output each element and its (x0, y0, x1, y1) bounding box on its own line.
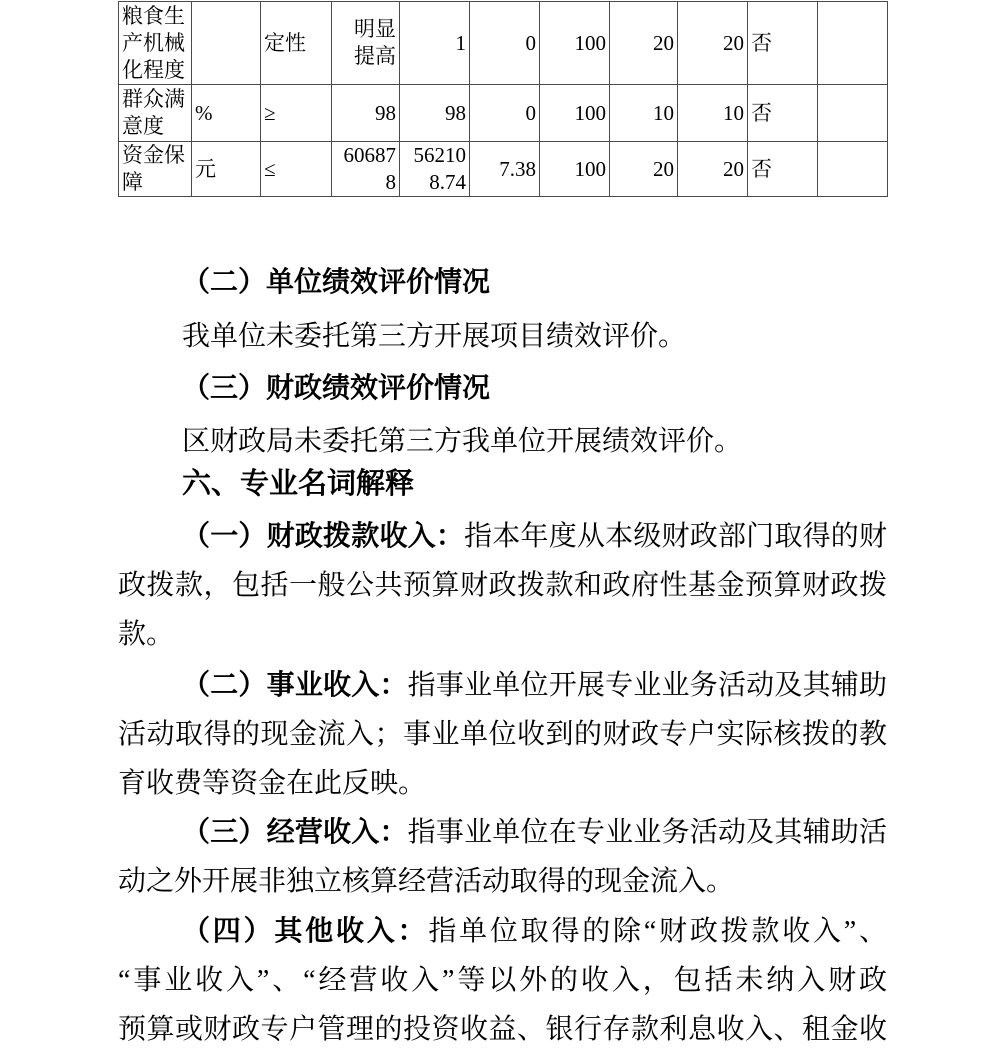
table-cell: 定性 (261, 2, 332, 85)
term-text: 指事业单位在专业业务活动及其辅助活 (407, 817, 887, 848)
paragraph-line (118, 661, 887, 710)
paragraph-line (118, 759, 887, 808)
term-lead: （一）财政拨款收入： (182, 521, 465, 552)
term-text: 政拨款，包括一般公共预算财政拨款和政府性基金预算财政拨 (118, 570, 887, 601)
table-cell: 20 (678, 142, 748, 197)
table-cell: 元 (192, 142, 261, 197)
table-cell: 562108.74 (400, 142, 470, 197)
term-text: 款。 (118, 619, 175, 650)
table-cell: ≥ (261, 85, 332, 142)
table-cell: 98 (400, 85, 470, 142)
table-cell: 10 (678, 85, 748, 142)
paragraph-line (118, 808, 887, 857)
term-text: 指单位取得的除“财政拨款收入”、 (428, 916, 887, 947)
section-body-unit-evaluation: 我单位未委托第三方开展项目绩效评价。 (182, 321, 687, 352)
table-cell: 资金保障 (119, 142, 192, 197)
table-cell: 0 (470, 2, 540, 85)
performance-indicator-table (118, 1, 888, 197)
table-row (119, 2, 888, 85)
term-text: “事业收入”、“经营收入”等以外的收入，包括未纳入财政 (118, 965, 887, 996)
table-cell: 100 (540, 85, 610, 142)
table-cell (818, 85, 888, 142)
table-cell: 群众满意度 (119, 85, 192, 142)
chapter-heading-terms: 六、专业名词解释 (182, 468, 415, 500)
table-cell (818, 2, 888, 85)
term-text: 指本年度从本级财政部门取得的财 (464, 521, 887, 552)
paragraph-line (118, 512, 887, 561)
paragraph-line (118, 561, 887, 610)
paragraph-operating-income (118, 808, 887, 906)
table-row (119, 142, 888, 197)
table-cell: 10 (610, 85, 678, 142)
paragraph-line (118, 857, 887, 906)
paragraph-line (118, 956, 887, 1005)
paragraph-line (118, 907, 887, 956)
table-cell: 100 (540, 142, 610, 197)
table-cell: 7.38 (470, 142, 540, 197)
term-text: 预算或财政专户管理的投资收益、银行存款利息收入、租金收 (118, 1014, 887, 1045)
table-cell: 粮食生产机械化程度 (119, 2, 192, 85)
term-text: 育收费等资金在此反映。 (118, 768, 427, 799)
term-text: 活动取得的现金流入；事业单位收到的财政专户实际核拨的教 (118, 719, 887, 750)
table-cell: 100 (540, 2, 610, 85)
table-cell: % (192, 85, 261, 142)
table-cell: 1 (400, 2, 470, 85)
table-cell (192, 2, 261, 85)
table-cell: 0 (470, 85, 540, 142)
table-cell: 否 (748, 142, 818, 197)
term-lead: （三）经营收入： (182, 817, 408, 848)
table-cell: 20 (610, 142, 678, 197)
term-text: 指事业单位开展专业业务活动及其辅助 (407, 670, 887, 701)
term-lead: （二）事业收入： (182, 670, 408, 701)
table-cell: 明显提高 (332, 2, 400, 85)
table-cell: 否 (748, 85, 818, 142)
paragraph-line (118, 610, 887, 659)
section-body-fiscal-evaluation: 区财政局未委托第三方我单位开展绩效评价。 (182, 426, 743, 457)
term-lead: （四）其他收入： (182, 916, 429, 947)
paragraph-fiscal-appropriation-income (118, 512, 887, 659)
table-cell: ≤ (261, 142, 332, 197)
table-cell: 否 (748, 2, 818, 85)
table-cell: 20 (610, 2, 678, 85)
table-cell (818, 142, 888, 197)
section-heading-unit-evaluation: （二）单位绩效评价情况 (182, 267, 491, 298)
paragraph-other-income (118, 907, 887, 1054)
table-cell: 20 (678, 2, 748, 85)
paragraph-line (118, 710, 887, 759)
paragraph-business-income (118, 661, 887, 808)
section-heading-fiscal-evaluation: （三）财政绩效评价情况 (182, 373, 491, 404)
term-text: 动之外开展非独立核算经营活动取得的现金流入。 (118, 866, 735, 897)
table-cell: 98 (332, 85, 400, 142)
table-cell: 606878 (332, 142, 400, 197)
table-row (119, 85, 888, 142)
paragraph-line (118, 1005, 887, 1054)
